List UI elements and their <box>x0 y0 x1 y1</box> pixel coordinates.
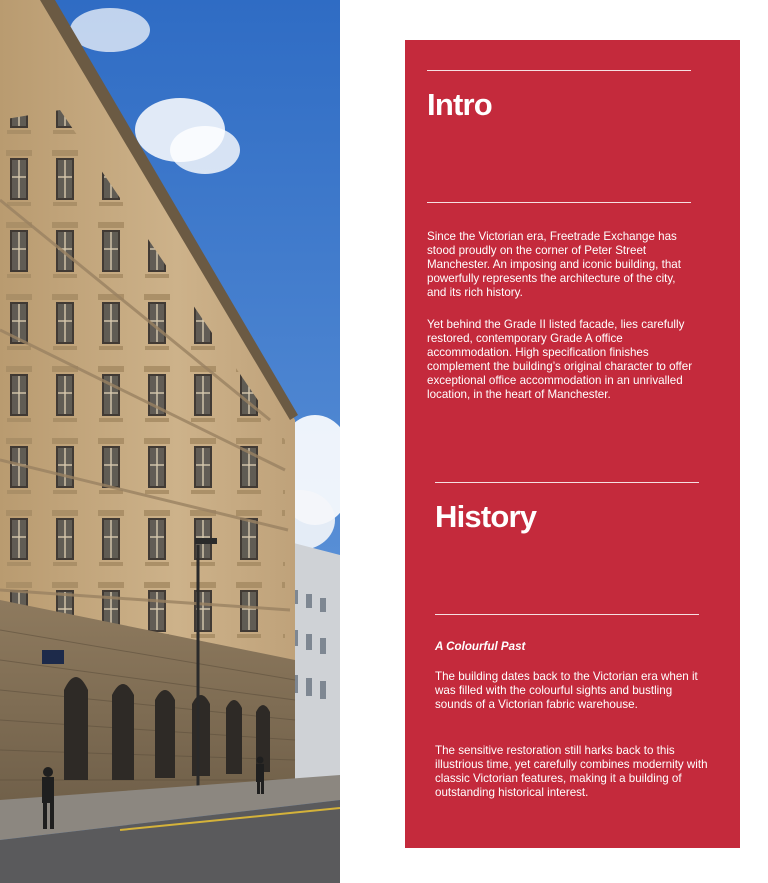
intro-paragraph-2: Yet behind the Grade II listed facade, lies carefully restored, contemporary Grade A office accommodation. High specification finishes complement the building’s original character to offer exceptional office accommodation in an unrivalled location, in the heart of Manchester. <box>427 318 693 401</box>
history-heading: History <box>435 499 537 534</box>
intro-paragraph-1: Since the Victorian era, Freetrade Exchange has stood proudly on the corner of Peter Street Manchester. An imposing and iconic building, that powerfully represents the architecture of the city, and its rich history. <box>427 230 681 299</box>
building-photo <box>0 0 340 883</box>
history-paragraph-2: The sensitive restoration still harks back to this illustrious time, yet carefully combines modernity with classic Victorian features, making it a building of outstanding historical interest. <box>435 744 708 799</box>
content-panel <box>405 40 740 848</box>
history-bottom-rule <box>435 614 699 615</box>
history-paragraph-1: The building dates back to the Victorian era when it was filled with the colourful sights and bustling sounds of a Victorian fabric warehouse. <box>435 670 698 711</box>
intro-heading: Intro <box>427 87 492 122</box>
history-subheading: A Colourful Past <box>435 640 526 653</box>
building-photo-illustration <box>0 0 340 883</box>
history-top-rule <box>435 482 699 483</box>
intro-top-rule <box>427 70 691 71</box>
intro-bottom-rule <box>427 202 691 203</box>
